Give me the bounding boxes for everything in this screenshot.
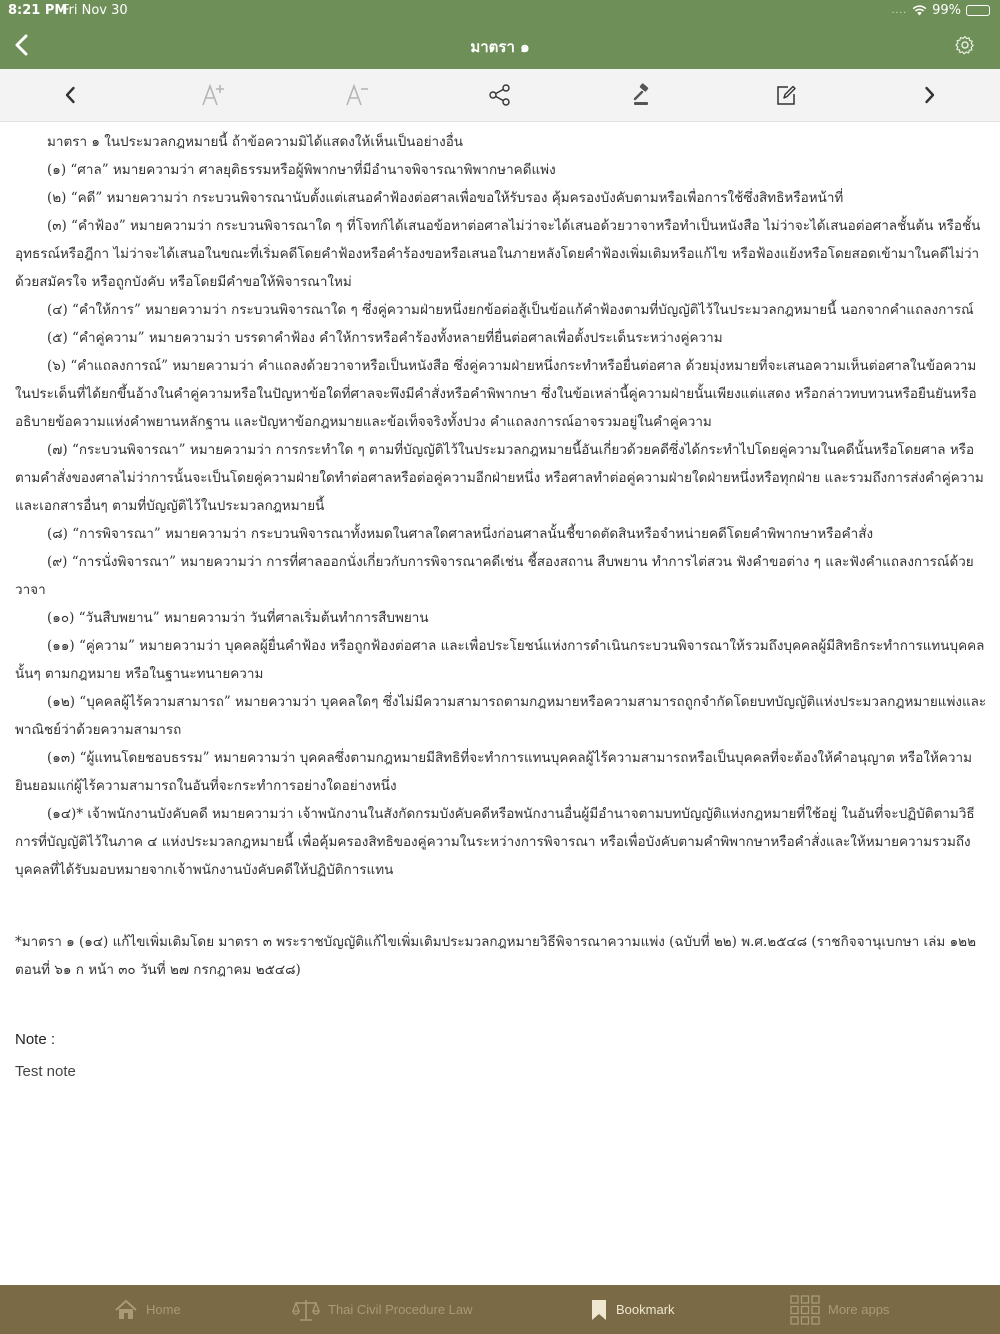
note-heading: Note : [15,1031,56,1048]
chevron-right-icon [924,86,936,104]
status-bar [0,0,1000,22]
page-title: มาตรา ๑ [470,38,530,56]
tab-bookmark[interactable] [590,1285,675,1334]
signal-icon: .... [891,5,908,16]
status-time: 8:21 PM [8,3,68,18]
gavel-icon [631,83,655,107]
status-indicators [892,3,990,18]
article-footnote: *มาตรา ๑ (๑๔) แก้ไขเพิ่มเติมโดย มาตรา ๓ พระราชบัญญัติแก้ไขเพิ่มเติมประมวลกฎหมายวิธีพิจารณาความแพ่ง (ฉบับที่ ๒๒) พ.ศ.๒๕๔๘ (ราชกิจจานุเบกษา เล่ม ๑๒๒ ตอนที่ ๖๑ ก หน้า ๓๐ วันที่ ๒๗ กรกฎาคม ๒๕๔๘) [15,934,976,978]
article-paragraph: (๘) “การพิจารณา” หมายความว่า กระบวนพิจารณาทั้งหมดในศาลใดศาลหนึ่งก่อนศาลนั้นชี้ขาดตัดสินหรือจำหน่ายคดีโดยคำพิพากษาหรือคำสั่ง [47,526,874,542]
article-paragraph: (๒) “คดี” หมายความว่า กระบวนพิจารณานับตั้งแต่เสนอคำฟ้องต่อศาลเพื่อขอให้รับรอง คุ้มครองบังคับตามหรือเพื่อการใช้ซึ่งสิทธิหรือหน้าที่ [47,190,844,206]
status-date: Fri Nov 30 [62,3,128,18]
article-toolbar [0,69,1000,122]
article-paragraph: (๑) “ศาล” หมายความว่า ศาลยุติธรรมหรือผู้พิพากษาที่มีอำนาจพิจารณาพิพากษาคดีแพ่ง [47,162,556,178]
article-paragraph: (๑๓) “ผู้แทนโดยชอบธรรม” หมายความว่า บุคคลซึ่งตามกฎหมายมีสิทธิที่จะทำการแทนบุคคลผู้ไร้ความสามารถหรือเป็นบุคคลที่จะต้องให้คำอนุญาต หรือให้ความยินยอมแก่ผู้ไร้ความสามารถในอันที่จะกระทำการอย่างใดอย่างหนึ่ง [15,750,972,794]
bookmark-icon [590,1298,608,1322]
tab-label-more-apps: More apps [828,1302,890,1317]
nav-bar [0,22,1000,69]
article-paragraph: (๗) “กระบวนพิจารณา” หมายความว่า การกระทำใด ๆ ตามที่บัญญัติไว้ในประมวลกฎหมายนี้อันเกี่ยวด้วยคดีซึ่งได้กระทำไปโดยคู่ความในคดีนั้นหรือโดยศาล หรือตามคำสั่งของศาลไม่ว่าการนั้นจะเป็นโดยคู่ความฝ่ายใดทำต่อศาลหรือต่อคู่ความอีกฝ่ายหนึ่ง หรือศาลทำต่อคู่ความฝ่ายใดฝ่ายหนึ่งหรือทุกฝ่าย และรวมถึงการส่งคำคู่ความและเอกสารอื่นๆ ตามที่บัญญัติไว้ในประมวลกฎหมายนี้ [15,442,984,514]
article-paragraph: (๑๐) “วันสืบพยาน” หมายความว่า วันที่ศาลเริ่มต้นทำการสืบพยาน [47,610,429,626]
settings-button[interactable] [954,34,976,56]
battery-icon [966,5,990,16]
tab-label-law: Thai Civil Procedure Law [328,1302,473,1317]
font-decrease-button[interactable] [343,81,371,109]
tab-label-home: Home [146,1302,181,1317]
note-text[interactable]: Test note [15,1063,76,1080]
wifi-icon [912,5,927,16]
share-button[interactable] [486,81,514,109]
article-paragraph: (๓) “คำฟ้อง” หมายความว่า กระบวนพิจารณาใด ๆ ที่โจทก์ได้เสนอข้อหาต่อศาลไม่ว่าจะได้เสนอด้วยวาจาหรือทำเป็นหนังสือ ไม่ว่าจะได้เสนอต่อศาลชั้นต้น หรือชั้นอุทธรณ์หรือฎีกา ไม่ว่าจะได้เสนอในขณะที่เริ่มคดีโดยคำฟ้องหรือคำร้องขอหรือเสนอในภายหลังโดยคำฟ้องเพิ่มเติมหรือแก้ไข หรือฟ้องแย้งหรือโดยสอดเข้ามาในคดีไม่ว่าด้วยสมัครใจ หรือถูกบังคับ หรือโดยมีคำขอให้พิจารณาใหม่ [15,218,981,290]
scales-icon [292,1298,320,1322]
font-increase-icon [200,82,226,108]
battery-percent: 99% [932,3,961,18]
article-paragraph: (๕) “คำคู่ความ” หมายความว่า บรรดาคำฟ้อง คำให้การหรือคำร้องทั้งหลายที่ยื่นต่อศาลเพื่อตั้งประเด็นระหว่างคู่ความ [47,330,723,346]
share-icon [488,83,512,107]
article-paragraph: (๙) “การนั่งพิจารณา” หมายความว่า การที่ศาลออกนั่งเกี่ยวกับการพิจารณาคดีเช่น ชี้สองสถาน สืบพยาน ทำการไต่สวน ฟังคำขอต่าง ๆ และฟังคำแถลงการณ์ด้วยวาจา [15,554,974,598]
tab-home[interactable] [114,1285,181,1334]
article-paragraphs [15,128,987,884]
article-paragraph: (๔) “คำให้การ” หมายความว่า กระบวนพิจารณาใด ๆ ซึ่งคู่ความฝ่ายหนึ่งยกข้อต่อสู้เป็นข้อแก้คำฟ้องตามที่บัญญัติไว้ในประมวลกฎหมายนี้ นอกจากคำแถลงการณ์ [47,302,974,318]
tab-more-apps[interactable] [790,1285,889,1334]
article-paragraph: (๑๔)* เจ้าพนักงานบังคับคดี หมายความว่า เจ้าพนักงานในสังกัดกรมบังคับคดีหรือพนักงานอื่นผู้มีอำนาจตามบทบัญญัติแห่งกฎหมายที่ใช้อยู่ ในอันที่จะปฏิบัติตามวิธีการที่บัญญัติไว้ในภาค ๔ แห่งประมวลกฎหมายนี้ เพื่อคุ้มครองสิทธิของคู่ความในระหว่างการพิจารณา หรือเพื่อบังคับตามคำพิพากษาหรือคำสั่งและให้หมายความรวมถึงบุคคลที่ได้รับมอบหมายจากเจ้าพนักงานบังคับคดีให้ปฏิบัติการแทน [15,806,975,878]
next-article-button[interactable] [916,81,944,109]
chevron-left-icon [64,86,76,104]
tab-label-bookmark: Bookmark [616,1302,675,1317]
article-paragraph: มาตรา ๑ ในประมวลกฎหมายนี้ ถ้าข้อความมิได้แสดงให้เห็นเป็นอย่างอื่น [47,134,464,150]
home-icon [114,1298,138,1322]
font-increase-button[interactable] [199,81,227,109]
note-edit-icon [774,83,798,107]
article-content [15,128,987,1086]
edit-note-button[interactable] [772,81,800,109]
judgment-button[interactable] [629,81,657,109]
font-decrease-icon [344,82,370,108]
tab-thai-civil-procedure-law[interactable] [292,1285,473,1334]
gear-icon [954,34,976,56]
article-paragraph: (๖) “คำแถลงการณ์” หมายความว่า คำแถลงด้วยวาจาหรือเป็นหนังสือ ซึ่งคู่ความฝ่ายหนึ่งกระทำหรือยื่นต่อศาล ด้วยมุ่งหมายที่จะเสนอความเห็นต่อศาลในข้อความในประเด็นที่ได้ยกขึ้นอ้างในคำคู่ความหรือในปัญหาข้อใดที่ศาลจะพึงมีคำสั่งหรือคำพิพากษา ซึ่งในข้อเหล่านี้คู่ความฝ่ายนั้นเพียงแต่แสดง หรือกล่าวทบทวนหรือยืนยันหรืออธิบายข้อความแห่งคำพยานหลักฐาน และปัญหาข้อกฎหมายและข้อเท็จจริงทั้งปวง คำแถลงการณ์อาจรวมอยู่ในคำคู่ความ [15,358,977,430]
article-paragraph: (๑๑) “คู่ความ” หมายความว่า บุคคลผู้ยื่นคำฟ้อง หรือถูกฟ้องต่อศาล และเพื่อประโยชน์แห่งการดำเนินกระบวนพิจารณาให้รวมถึงบุคคลผู้มีสิทธิกระทำการแทนบุคคลนั้นๆ ตามกฎหมาย หรือในฐานะทนายความ [15,638,985,682]
article-paragraph: (๑๒) “บุคคลผู้ไร้ความสามารถ” หมายความว่า บุคคลใดๆ ซึ่งไม่มีความสามารถตามกฎหมายหรือความสามารถถูกจำกัดโดยบทบัญญัติแห่งประมวลกฎหมายแพ่งและพาณิชย์ว่าด้วยความสามารถ [15,694,987,738]
grid-icon [790,1295,820,1325]
previous-article-button[interactable] [56,81,84,109]
tab-bar [0,1285,1000,1334]
